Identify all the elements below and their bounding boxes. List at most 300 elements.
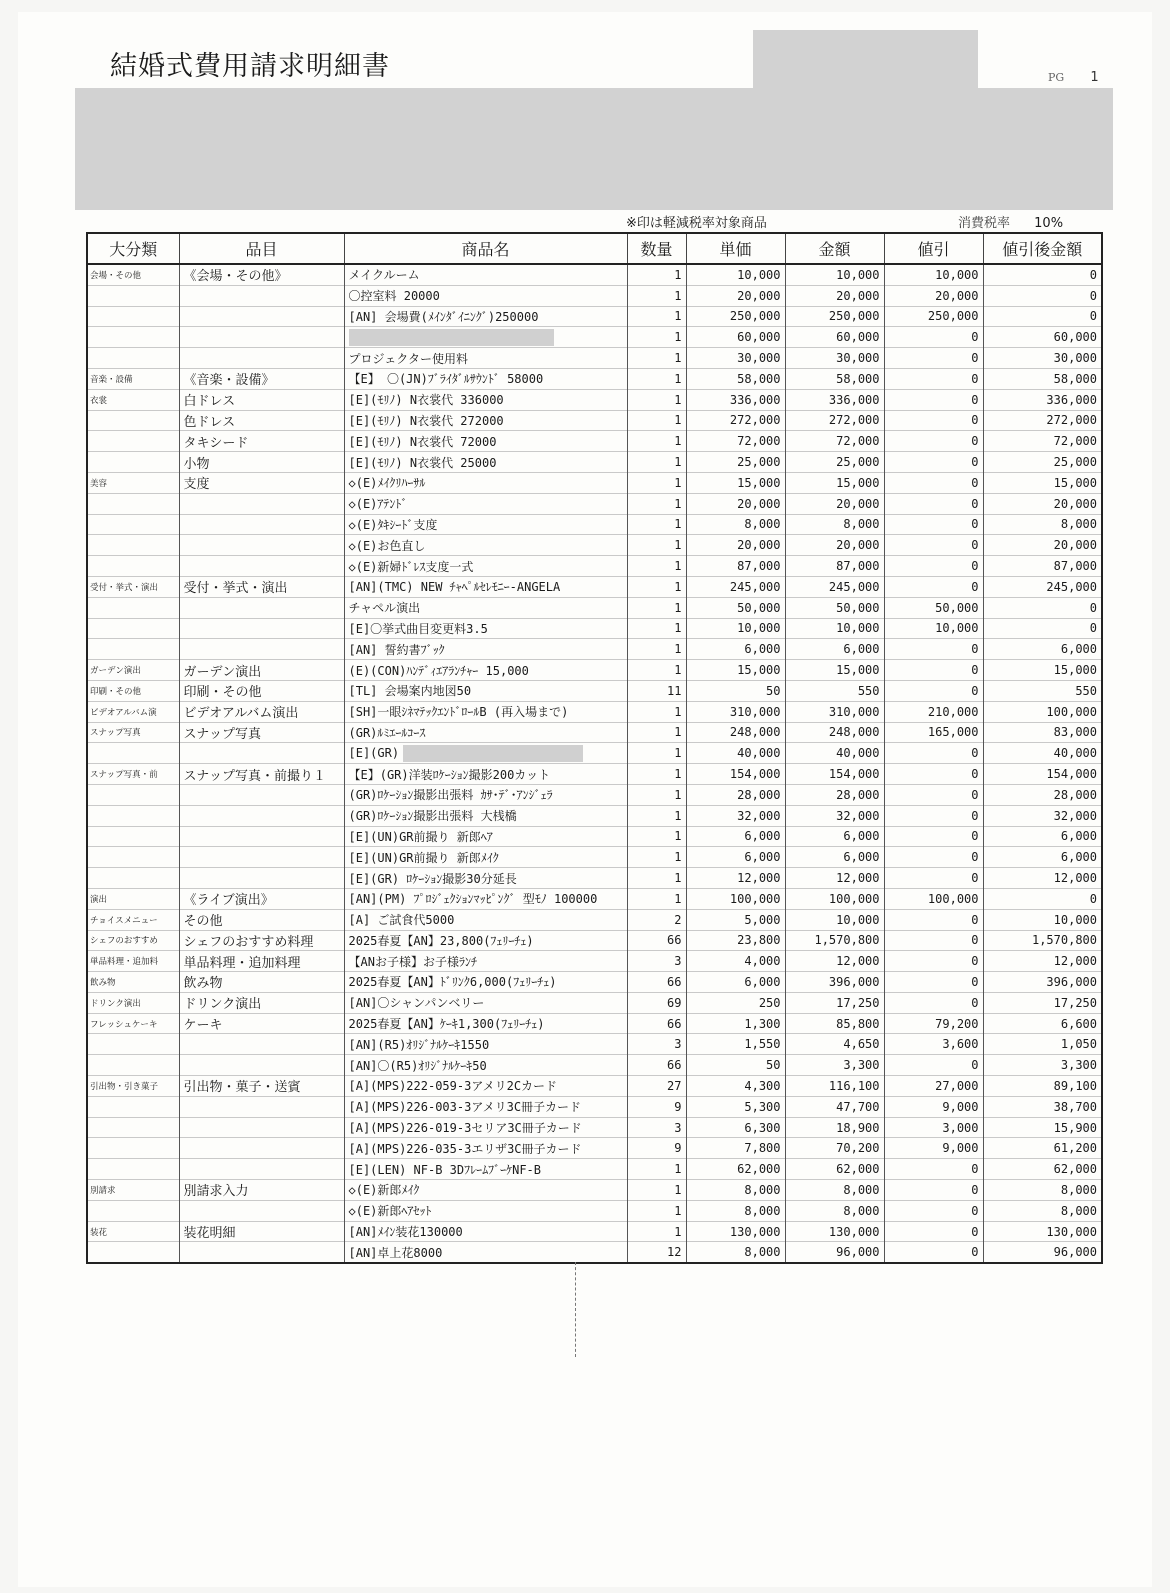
net-amount-cell <box>983 868 1102 889</box>
discount-cell-text: 0 <box>971 642 979 657</box>
net-amount-cell-text: 6,000 <box>1060 850 1097 865</box>
amount-cell <box>785 826 884 847</box>
amount-cell <box>785 431 884 452</box>
header-product: 商品名 <box>344 233 627 264</box>
category-cell <box>87 784 179 805</box>
category-cell <box>87 868 179 889</box>
net-amount-cell-text: 6,000 <box>1060 642 1097 657</box>
table-row <box>87 660 1102 681</box>
unit-price-cell <box>686 348 785 369</box>
unit-price-cell <box>686 1055 785 1076</box>
category-cell <box>87 930 179 951</box>
table-row <box>87 348 1102 369</box>
category-cell <box>87 618 179 639</box>
category-cell <box>87 639 179 660</box>
unit-price-cell <box>686 639 785 660</box>
amount-cell-text: 20,000 <box>836 496 880 511</box>
quantity-cell-text: 1 <box>674 1162 682 1177</box>
net-amount-cell <box>983 368 1102 389</box>
quantity-cell <box>627 1180 686 1201</box>
header-unit-price: 単価 <box>686 233 785 264</box>
unit-price-cell-text: 250,000 <box>729 309 781 324</box>
discount-cell-text: 250,000 <box>927 309 979 324</box>
discount-cell <box>884 1242 983 1263</box>
discount-cell-text: 3,600 <box>942 1037 979 1052</box>
quantity-cell <box>627 784 686 805</box>
net-amount-cell-text: 1,050 <box>1060 1037 1097 1052</box>
page-label: PG <box>1048 71 1065 84</box>
discount-cell-text: 0 <box>971 517 979 532</box>
quantity-cell-text: 3 <box>674 1120 682 1135</box>
quantity-cell-text: 1 <box>674 850 682 865</box>
product-cell <box>344 951 627 972</box>
quantity-cell-text: 1 <box>674 579 682 594</box>
discount-cell-text: 0 <box>971 912 979 927</box>
amount-cell-text: 100,000 <box>828 891 880 906</box>
discount-cell-text: 0 <box>971 933 979 948</box>
item-cell <box>179 410 344 431</box>
item-cell <box>179 701 344 722</box>
quantity-cell <box>627 452 686 473</box>
product-cell-text: [A](MPS)226-019-3セリア3C冊子カード <box>348 1121 582 1136</box>
item-cell <box>179 514 344 535</box>
table-row <box>87 722 1102 743</box>
item-cell <box>179 1159 344 1180</box>
amount-cell-text: 32,000 <box>836 808 880 823</box>
amount-cell <box>785 1076 884 1097</box>
category-cell <box>87 472 179 493</box>
item-cell <box>179 1013 344 1034</box>
unit-price-cell-text: 12,000 <box>737 871 781 885</box>
net-amount-cell-text: 245,000 <box>1046 579 1097 594</box>
category-cell <box>87 1200 179 1221</box>
unit-price-cell-text: 8,000 <box>744 1203 781 1218</box>
amount-cell-text: 87,000 <box>836 559 880 574</box>
amount-cell <box>785 660 884 681</box>
category-cell-text: シェフのおすすめ <box>90 936 158 947</box>
category-cell-text: 美容 <box>90 478 108 489</box>
item-cell <box>179 1180 344 1201</box>
amount-cell-text: 248,000 <box>828 725 880 740</box>
discount-cell <box>884 805 983 826</box>
table-row <box>87 743 1102 764</box>
table-row <box>87 618 1102 639</box>
category-cell-text: 引出物・引き菓子 <box>90 1081 159 1092</box>
amount-cell <box>785 888 884 909</box>
net-amount-cell-text: 0 <box>1089 621 1097 636</box>
header-discount: 値引 <box>884 233 983 264</box>
unit-price-cell <box>686 826 785 847</box>
net-amount-cell <box>983 348 1102 369</box>
table-row <box>87 826 1102 847</box>
net-amount-cell-text: 87,000 <box>1053 559 1097 574</box>
product-cell-text: [E](UN)GR前撮り 新郎ﾒｲｸ <box>348 850 499 865</box>
category-cell <box>87 389 179 410</box>
product-cell-text: [E](ﾓﾘﾉ) N衣裳代 72000 <box>348 434 497 449</box>
item-cell <box>179 680 344 701</box>
table-row <box>87 805 1102 826</box>
net-amount-cell <box>983 618 1102 639</box>
amount-cell <box>785 285 884 306</box>
category-cell <box>87 701 179 722</box>
discount-cell-text: 0 <box>971 787 979 802</box>
unit-price-cell-text: 40,000 <box>737 746 781 761</box>
quantity-cell-text: 2 <box>674 912 682 927</box>
item-cell <box>179 909 344 930</box>
quantity-cell <box>627 514 686 535</box>
discount-cell <box>884 368 983 389</box>
category-cell <box>87 368 179 389</box>
amount-cell-text: 336,000 <box>828 392 880 407</box>
unit-price-cell-text: 336,000 <box>729 392 781 407</box>
category-cell <box>87 1180 179 1201</box>
amount-cell-text: 8,000 <box>843 1203 880 1218</box>
unit-price-cell-text: 50 <box>766 1058 781 1073</box>
amount-cell-text: 6,000 <box>843 850 880 865</box>
unit-price-cell <box>686 389 785 410</box>
discount-cell <box>884 306 983 327</box>
quantity-cell <box>627 847 686 868</box>
product-cell <box>344 722 627 743</box>
table-row <box>87 680 1102 701</box>
discount-cell <box>884 1076 983 1097</box>
product-cell-text: ◇(E)お色直し <box>348 538 426 553</box>
net-amount-cell <box>983 1159 1102 1180</box>
unit-price-cell <box>686 888 785 909</box>
unit-price-cell <box>686 368 785 389</box>
amount-cell <box>785 514 884 535</box>
net-amount-cell <box>983 576 1102 597</box>
quantity-cell-text: 1 <box>674 517 682 532</box>
amount-cell <box>785 452 884 473</box>
item-cell <box>179 1117 344 1138</box>
discount-cell-text: 0 <box>971 538 979 553</box>
product-cell <box>344 327 627 348</box>
quantity-cell-text: 1 <box>674 787 682 802</box>
discount-cell-text: 10,000 <box>935 267 979 282</box>
unit-price-cell-text: 20,000 <box>737 288 781 303</box>
discount-cell-text: 9,000 <box>942 1099 979 1114</box>
amount-cell-text: 12,000 <box>836 954 880 969</box>
net-amount-cell <box>983 701 1102 722</box>
unit-price-cell <box>686 597 785 618</box>
quantity-cell-text: 1 <box>674 267 682 282</box>
product-cell <box>344 576 627 597</box>
unit-price-cell-text: 15,000 <box>737 475 781 490</box>
table-row <box>87 972 1102 993</box>
product-cell <box>344 535 627 556</box>
product-cell-text: 2025春夏【AN】ﾄﾞﾘﾝｸ6,000(ﾌｪﾘｰﾁｪ) <box>348 975 557 990</box>
product-cell-text: ◇(E)ｱﾃﾝﾄﾞ <box>348 497 408 512</box>
item-cell <box>179 784 344 805</box>
net-amount-cell-text: 20,000 <box>1053 538 1097 553</box>
category-cell <box>87 660 179 681</box>
product-cell-text: ◇(E)新郎ﾒｲｸ <box>348 1183 420 1198</box>
amount-cell-text: 10,000 <box>836 267 880 282</box>
amount-cell <box>785 1180 884 1201</box>
product-cell <box>344 826 627 847</box>
net-amount-cell-text: 130,000 <box>1046 1224 1097 1239</box>
amount-cell <box>785 618 884 639</box>
product-cell <box>344 368 627 389</box>
quantity-cell-text: 1 <box>674 621 682 636</box>
product-cell <box>344 909 627 930</box>
quantity-cell <box>627 722 686 743</box>
unit-price-cell-text: 5,300 <box>744 1099 781 1114</box>
discount-cell-text: 0 <box>971 808 979 823</box>
net-amount-cell <box>983 1096 1102 1117</box>
discount-cell-text: 0 <box>971 995 979 1010</box>
net-amount-cell <box>983 680 1102 701</box>
quantity-cell <box>627 264 686 285</box>
table-row <box>87 1076 1102 1097</box>
item-cell-text: 別請求入力 <box>183 1184 249 1200</box>
item-cell-text: 装花明細 <box>183 1226 236 1242</box>
net-amount-cell <box>983 722 1102 743</box>
quantity-cell <box>627 1200 686 1221</box>
redacted-block-top <box>753 30 978 90</box>
discount-cell-text: 0 <box>971 663 979 678</box>
quantity-cell <box>627 826 686 847</box>
quantity-cell <box>627 701 686 722</box>
product-cell <box>344 618 627 639</box>
item-cell-text: ガーデン演出 <box>183 664 262 680</box>
table-row <box>87 1221 1102 1242</box>
unit-price-cell <box>686 722 785 743</box>
product-cell-text: [A](MPS)226-003-3アメリ3C冊子カード <box>348 1100 582 1115</box>
discount-cell-text: 0 <box>971 829 979 844</box>
product-cell <box>344 389 627 410</box>
product-cell-text: [A](MPS)222-059-3アメリ2Cカード <box>348 1079 558 1094</box>
item-cell-text: 《ライブ演出》 <box>183 893 274 909</box>
quantity-cell <box>627 410 686 431</box>
reduced-tax-note: ※印は軽減税率対象商品 <box>626 216 767 231</box>
unit-price-cell-text: 8,000 <box>744 1245 781 1260</box>
item-cell-text: ビデオアルバム演出 <box>183 706 299 722</box>
amount-cell <box>785 680 884 701</box>
quantity-cell <box>627 556 686 577</box>
table-row <box>87 701 1102 722</box>
unit-price-cell <box>686 1076 785 1097</box>
unit-price-cell <box>686 847 785 868</box>
net-amount-cell-text: 10,000 <box>1053 912 1097 927</box>
net-amount-cell <box>983 472 1102 493</box>
product-cell-text: [AN] 会場費(ﾒｲﾝﾀﾞｲﾆﾝｸﾞ)250000 <box>348 309 539 324</box>
net-amount-cell <box>983 1200 1102 1221</box>
quantity-cell-text: 1 <box>674 351 682 366</box>
discount-cell <box>884 764 983 785</box>
discount-cell-text: 0 <box>971 1162 979 1177</box>
item-cell <box>179 452 344 473</box>
product-cell <box>344 410 627 431</box>
category-cell <box>87 264 179 285</box>
net-amount-cell <box>983 535 1102 556</box>
product-cell <box>344 784 627 805</box>
product-cell <box>344 888 627 909</box>
net-amount-cell-text: 0 <box>1089 309 1097 324</box>
net-amount-cell <box>983 493 1102 514</box>
amount-cell-text: 116,100 <box>828 1078 880 1093</box>
discount-cell-text: 0 <box>971 455 979 470</box>
discount-cell-text: 0 <box>971 434 979 449</box>
product-cell <box>344 1076 627 1097</box>
unit-price-cell <box>686 431 785 452</box>
quantity-cell-text: 9 <box>674 1099 682 1114</box>
product-cell <box>344 348 627 369</box>
product-cell <box>344 556 627 577</box>
category-cell <box>87 285 179 306</box>
net-amount-cell-text: 25,000 <box>1053 455 1097 470</box>
amount-cell-text: 70,200 <box>836 1141 880 1156</box>
discount-cell-text: 0 <box>971 850 979 865</box>
quantity-cell <box>627 1076 686 1097</box>
net-amount-cell <box>983 452 1102 473</box>
net-amount-cell-text: 12,000 <box>1053 871 1097 885</box>
amount-cell <box>785 1096 884 1117</box>
category-cell-text: スナップ写真・前 <box>90 770 158 781</box>
product-cell <box>344 452 627 473</box>
unit-price-cell-text: 130,000 <box>729 1224 781 1239</box>
unit-price-cell <box>686 618 785 639</box>
amount-cell <box>785 1117 884 1138</box>
category-cell <box>87 847 179 868</box>
quantity-cell-text: 1 <box>674 538 682 553</box>
discount-cell <box>884 556 983 577</box>
product-cell-text: [AN](R5)ｵﾘｼﾞﾅﾙｹｰｷ1550 <box>348 1037 490 1052</box>
amount-cell-text: 6,000 <box>843 829 880 844</box>
discount-cell <box>884 660 983 681</box>
item-cell <box>179 556 344 577</box>
discount-cell <box>884 909 983 930</box>
quantity-cell <box>627 972 686 993</box>
net-amount-cell <box>983 972 1102 993</box>
discount-cell-text: 0 <box>971 351 979 366</box>
discount-cell <box>884 452 983 473</box>
amount-cell <box>785 556 884 577</box>
unit-price-cell-text: 248,000 <box>729 725 781 740</box>
net-amount-cell <box>983 784 1102 805</box>
quantity-cell-text: 66 <box>667 1016 682 1031</box>
quantity-cell-text: 1 <box>674 891 682 906</box>
table-row <box>87 1055 1102 1076</box>
amount-cell-text: 72,000 <box>836 434 880 449</box>
quantity-cell <box>627 535 686 556</box>
net-amount-cell-text: 6,000 <box>1060 829 1097 844</box>
product-cell-text: 2025春夏【AN】23,800(ﾌｪﾘｰﾁｪ) <box>348 933 534 948</box>
quantity-cell-text: 66 <box>667 1058 682 1073</box>
table-row <box>87 431 1102 452</box>
product-cell <box>344 805 627 826</box>
quantity-cell-text: 3 <box>674 954 682 969</box>
table-row <box>87 264 1102 285</box>
quantity-cell-text: 1 <box>674 663 682 678</box>
amount-cell <box>785 1055 884 1076</box>
item-cell-text: 白ドレス <box>183 394 236 410</box>
product-cell-text: 〇控室料 20000 <box>348 289 440 304</box>
product-cell <box>344 639 627 660</box>
amount-cell <box>785 493 884 514</box>
discount-cell-text: 0 <box>971 1203 979 1218</box>
unit-price-cell <box>686 556 785 577</box>
item-cell-text: 印刷・その他 <box>183 685 262 701</box>
amount-cell <box>785 847 884 868</box>
net-amount-cell-text: 12,000 <box>1053 954 1097 969</box>
product-cell <box>344 1117 627 1138</box>
discount-cell <box>884 868 983 889</box>
discount-cell <box>884 348 983 369</box>
discount-cell-text: 0 <box>971 1182 979 1197</box>
product-cell <box>344 972 627 993</box>
discount-cell <box>884 680 983 701</box>
amount-cell-text: 10,000 <box>836 912 880 927</box>
amount-cell <box>785 1138 884 1159</box>
net-amount-cell-text: 60,000 <box>1053 330 1097 345</box>
category-cell <box>87 1159 179 1180</box>
category-cell <box>87 1096 179 1117</box>
table-row <box>87 784 1102 805</box>
quantity-cell <box>627 743 686 764</box>
quantity-cell <box>627 888 686 909</box>
quantity-cell <box>627 348 686 369</box>
table-row <box>87 327 1102 348</box>
category-cell <box>87 1242 179 1263</box>
product-cell-text: チャペル演出 <box>348 601 421 616</box>
unit-price-cell <box>686 1180 785 1201</box>
product-cell <box>344 264 627 285</box>
category-cell <box>87 452 179 473</box>
amount-cell-text: 154,000 <box>828 767 880 782</box>
amount-cell <box>785 930 884 951</box>
table-row <box>87 306 1102 327</box>
quantity-cell-text: 12 <box>667 1245 682 1260</box>
unit-price-cell <box>686 327 785 348</box>
amount-cell <box>785 909 884 930</box>
quantity-cell <box>627 1242 686 1263</box>
item-cell <box>179 431 344 452</box>
net-amount-cell <box>983 1117 1102 1138</box>
product-cell-text: [E](ﾓﾘﾉ) N衣裳代 25000 <box>348 455 497 470</box>
discount-cell <box>884 972 983 993</box>
quantity-cell-text: 69 <box>667 995 682 1010</box>
discount-cell <box>884 431 983 452</box>
unit-price-cell-text: 30,000 <box>737 351 781 366</box>
amount-cell <box>785 992 884 1013</box>
unit-price-cell-text: 15,000 <box>737 663 781 678</box>
net-amount-cell <box>983 847 1102 868</box>
amount-cell-text: 3,300 <box>843 1058 880 1073</box>
header-quantity: 数量 <box>627 233 686 264</box>
product-cell-text: [AN]〇(R5)ｵﾘｼﾞﾅﾙｹｰｷ50 <box>348 1058 487 1073</box>
net-amount-cell <box>983 556 1102 577</box>
net-amount-cell-text: 0 <box>1089 600 1097 615</box>
quantity-cell <box>627 680 686 701</box>
item-cell <box>179 618 344 639</box>
category-cell <box>87 514 179 535</box>
amount-cell <box>785 1221 884 1242</box>
category-cell-text: ビデオアルバム演 <box>90 707 157 718</box>
redacted-product-name <box>349 329 554 346</box>
quantity-cell <box>627 868 686 889</box>
product-cell-text: [AN]ﾒｲﾝ装花130000 <box>348 1225 463 1240</box>
quantity-cell-text: 1 <box>674 1182 682 1197</box>
quantity-cell-text: 1 <box>674 871 682 885</box>
table-row <box>87 493 1102 514</box>
net-amount-cell-text: 100,000 <box>1046 704 1097 719</box>
net-amount-cell <box>983 389 1102 410</box>
quantity-cell-text: 1 <box>674 496 682 511</box>
product-cell-text: [TL] 会場案内地図50 <box>348 684 472 699</box>
amount-cell-text: 18,900 <box>836 1120 880 1135</box>
